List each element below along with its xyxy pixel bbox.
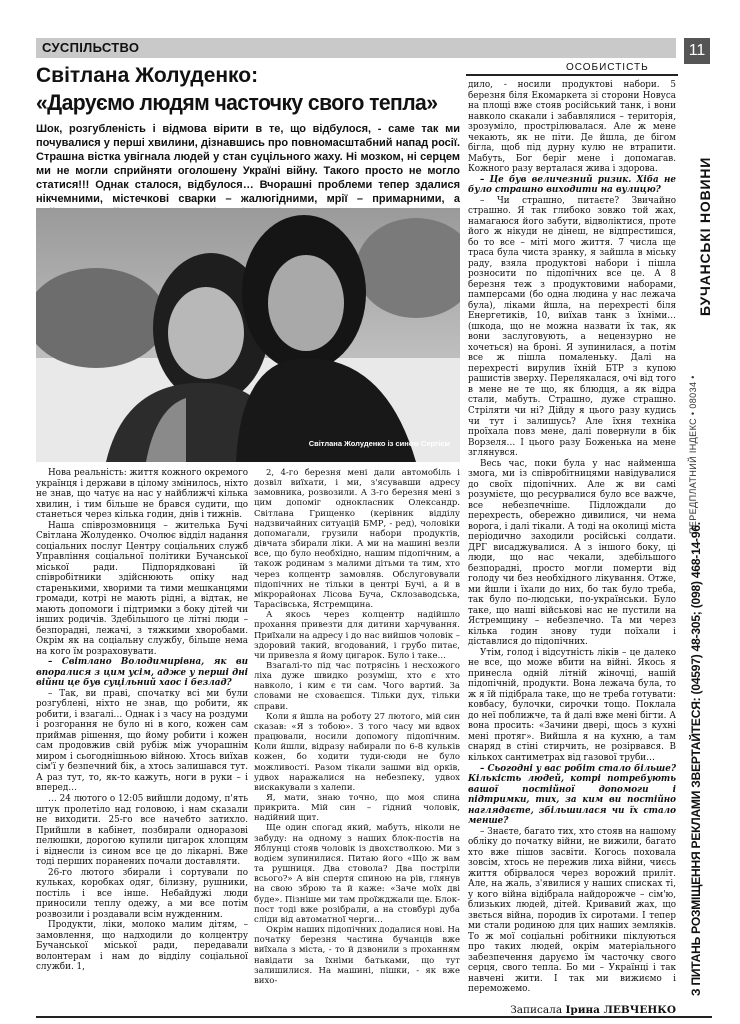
section-rule	[466, 74, 678, 76]
article-paragraph: дило, - носили продуктові набори. 5 березня біля Екомаркета зі сторони Новуса на площі вже стояв російський танк, і вони навколо скакали і забавлялися – територія, зрозуміло, прострілювалася. Але ж мене чекають, як не піти. Де йшла, де бігом бігла, щоб під дурну кулю не втрапити. Мабуть, Бог беріг мене і допомагав. Кожного разу верталася жива і здорова.	[468, 80, 676, 175]
column-3	[468, 80, 676, 995]
signature-prefix: Записала	[510, 1004, 563, 1016]
article-lead: Шок, розгубленість і відмова вірити в те, що відбулося, - саме так ми почувалися у перші хвилини, дізнавшись про повномасштабний напад росії. Страшна вістка увігнала людей у стан суцільного жаху. Ні мозком, ні серцем ми не могли сприйняти оголошену Україні війну. Такого просто не могло статися!!! Однак сталося, відбулося… Вчорашні проблеми тепер здалися нікчемними, містечкові сварки – жалюгідними, мрії – примарними, а	[36, 123, 460, 205]
article-paragraph: Окрім наших підопічних додалися нові. На початку березня частина бучанців вже виїхала з міста, - то й дзвонили з проханням навідати за їхніми батьками, що тут залишилися. На машині, пішки, - як вже вихо-	[254, 925, 460, 986]
ads-contact: З ПИТАНЬ РОЗМІЩЕННЯ РЕКЛАМИ ЗВЕРТАЙТЕСЯ: (04597) 48-305; (098) 468-14-96.	[689, 522, 703, 996]
photo-illustration	[36, 208, 460, 462]
subscription-index: ПЕРЕДПЛАТНИЙ ІНДЕКС • 08034 •	[688, 375, 698, 534]
article-paragraph: А якось через колцентр надійшло прохання привезти для дитини харчування. Приїхали на адресу і до нас вийшов чоловік – здоровий такий, вгодований, і грубо питає, чи привезла я йому цигарок. Було і таке…	[254, 610, 460, 661]
article-paragraph: – Так, ви праві, спочатку всі ми були розгублені, ніхто не знав, що робити, як робити, і взагалі… Однак і з часу на роздуми і розгорання не було ні в кого, кожен сам приймав рішення, що йому робити і кожен сам продовжив свій рубіж між учорашнім миром і сьогоднішньою війною. Хтось виїхав сім'ї у безпечний бік, а хтось залишався тут. А раз тут, то, як-то кажуть, ноги в руки – і вперед…	[36, 688, 248, 794]
article-paragraph: Я, мати, знаю точно, що моя спина прикрита. Мій син – гідний чоловік, надійний щит.	[254, 793, 460, 824]
article-headline: «Даруємо людям часточку свого тепла»	[36, 90, 438, 115]
article-photo	[36, 208, 460, 462]
masthead-title: БУЧАНСЬКІ НОВИНИ	[697, 156, 713, 316]
article-paragraph: Наша співрозмовниця – жителька Бучі Світлана Жолуденко. Очолює відділ надання соціальних послуг Центру соціальних служб Управління соціальної політики Бучанської міської ради. Підпорядковані їй співробітники здійснюють опіку над старенькими, хворими та тими мешканцями громади, котрі не мають рідні, а відтак, не мають допомоги і підтримки з боку дітей чи інших родичів. Здебільшого це літні люди – безпорадні, лежачі, з тяжкими хворобами. Окрім як на соціальну службу, більше нема на кого їм розраховувати.	[36, 520, 248, 657]
article-paragraph: 26-го лютого збирали і сортували по кульках, коробках одяг, білизну, рушники, постіль і все інше. Небайдужі люди приносили теплу одежу, а ми все потім розвозили і роздавали всім нужденним.	[36, 867, 248, 920]
article-paragraph: Взагалі-то під час потрясінь і несхожого ліха дуже швидко розуміш, хто є хто навколо, і ким є ти сам. Чого вартий. За словами не сховаєшся. Тільки дух, тільки справи.	[254, 660, 460, 712]
interview-question: – Сьогодні у вас робіт стало більше? Кількість людей, котрі потребують вашої постійної допомоги і підтримки, тих, за ким ви постійно наглядаєте, збільшилася чи їх стало менше?	[468, 763, 676, 827]
photo-caption: Світлана Жолуденко із сином Сергієм	[308, 439, 450, 448]
section-label: ОСОБИСТІСТЬ	[566, 62, 649, 73]
article-paragraph: Весь час, поки була у нас найменша змога, ми із співробітницями навідувалися до своїх підопічних. Але ж ви самі розумієте, що ресурвалися було все важче, все небезпечніше. Підлождали до перехресть, обережно дивилися, чи нема ворога, і далі тікали. А тоді на околиці міста періодично заходили російські солдати. ДРГ висаджувалися. А з іншого боку, ці люди, що нас чекали, здебільшого безпорадні, просто могли померти від голоду чи без необхідного лікування. Отже, ми йшли і їхали до них, бо так було треба, так було по-людськи, по-українськи. Було таке, що наші військові нас не пустили на Ястремщину – небезпечно. Та ми через кілька годин знову туди поїхали і діставлися до підопічних.	[468, 458, 676, 648]
page-number: 11	[684, 38, 710, 64]
article-paragraph: – Чи страшно, питаєте? Звичайно страшно. Я так глибоко зовжо той жах, намагаюся його забути, відволіктися, проте його ж нікуди не дінеш, не відпрестишся, бо то все – міті мого життя. 7 числа ще траса була чиста зранку, я зайшла в міську раду, взяла продуктові набори і пішла розносити по підопічних все це. А 8 березня теж з продуктовими наборами, памперсами (бо одна людина у нас лежача була), ліками йшла, на перехресті біля Енергетиків, 10, виїхав танк з їхніми… (шкода, що не можна назвати їх так, як вони заслуговують, а нецензурно не хочеться) на броні. Я зупинилася, а потім все ж пішла помаленьку. Далі на перехресті вирулив їхній БТР з купою рашистів зверху. Перелякалася, очі від того в мене не те що, як блюдця, а як відра стали, мабуть. Страшно, дуже страшно. Стріляти чи ні? Дійду я цього разу кудись чи тут і залишусь? Але їхня техніка проїхала повз мене, далі повернули в бік Ворзеля… І цього разу Боженька на мене зглянувся.	[468, 195, 676, 459]
article-paragraph: … 24 лютого о 12:05 вийшли додому, п'ять штук пролетіло над головою, і нам сказали не виходити. 25-го все начебто затихло. Прийшли в кабінет, позбирали одноразові пелюшки, дорогою купили цигарок хлопцям і віднесли із сином все це до лікарні. Вже тоді перших поранених почали доставляти.	[36, 793, 248, 868]
interview-question: – Це був величезний ризик. Хіба не було страшно виходити на вулицю?	[468, 174, 676, 196]
page-bottom-rule	[36, 1016, 712, 1018]
interview-question: – Світлано Володимирівна, як ви впоралися з цим усім, адже у перші дні війни це був суцільний хаос і безлад?	[36, 657, 248, 689]
rubric-bar	[36, 38, 676, 58]
article-paragraph: Ще один спогад який, мабуть, ніколи не забуду: на одному з наших блок-постів на Яблунці стояв чоловік із двохстволкою. Ми з водієм зупинилися. Питаю його «Що ж вам та рушниця. Два стовола? Два постріли всього?» А він спертя спиною на рів, глянув на свою зброю та й каже: «Заче моїх дві буде». Пізніше ми там проїжджали ще. Блок-пост тоді вже розібрали, а на стовбурі дуба сліди від автоматної черги…	[254, 823, 460, 925]
article-paragraph: 2, 4-го березня мені дали автомобіль і дозвіл виїхати, і ми, з'ясувавши адресу замовника, розвозили. А 3-го березня мені з цим допоміг однокласник Олександр. Світлана Грищенко (керівник відділу надзвичайних ситуацій БМР, - ред), чоловіки допомагали, грузили набори продуктів, дівчата збирали ліки. А ми на машині везли все, що було необхідно, нашим підопічним, а також родинам з малими дітьми та тим, хто через колцентр замовляв. Обслуговували підопічних не тільки в центрі Бучі, а й в мікрорайонах Лісова Буча, Склозаводська, Тарасівська, Ястремщина.	[254, 468, 460, 611]
sidebar-masthead	[686, 66, 712, 536]
article-paragraph: Нова реальність: життя кожного окремого українця і держави в цілому змінилось, ніхто не знав, що чатує на нас у найближчі кілька хвилин, і тим більше не брався судити, що станеться через кілька годин, днів і тижнів.	[36, 468, 248, 521]
article-paragraph: Продукти, ліки, молоко малим дітям, – замовлення, що надходили до колцентру Бучанської міської ради, передавали волонтерам і нам до відділу соціальної служби. 1,	[36, 920, 248, 973]
column-2	[254, 468, 460, 986]
column-1	[36, 468, 248, 973]
article-paragraph: Утім, голод і відсутність ліків – це далеко не все, що може вбити на війні. Якось я принесла одній літній жіночці, нашій підопічній, продукти. Вона лежача була, то ж я їй підібрала таке, що не треба готувати: ковбасу, булочки, сирочки тощо. Поклала до неї поближче, та й далі вже мені бігти. А вона просить: «Зачини двері, щось з кухні мені протяг». Вийшла я на кухню, а там снаряд в стіні стирчить, не розірвався. В кількох сантиметрах від газової труби…	[468, 647, 676, 763]
article-paragraph: – Знаєте, багато тих, хто стояв на нашому обліку до початку війни, не вижили, багато хто вже пішов засвіти. Когось поховала зовсім, хтось не пережив лиха війни, чиєсь життя обірвалося через ворожий приліт. Але, на жаль, з'явилися у наших списках ті, у кого війна відібрала найдорожче – сім'ю, близьких людей, дітей. Кривавий жах, що звється війна, породив їх сиротами. І тепер ми стали родиною для цих наших земляків. То ж мої соціальні робітники піклуються про таких людей, окрім матеріального забезпечення даруємо їм часточку свого серця, свого тепла. Бо ми – Українці і так навчені жити. І так ми вижиємо і переможемо.	[468, 826, 676, 995]
rubric-label: СУСПІЛЬСТВО	[42, 40, 140, 55]
sidebar-ads	[686, 522, 712, 996]
article-name: Світлана Жолуденко:	[36, 64, 259, 87]
article-paragraph: Коли я йшла на роботу 27 лютого, мій син сказав: «Я з тобою». З того часу ми вдвох працювали, носили допомогу підопічним. Коли йшли, відразу набирали по 6-8 кульків кожен, бо ходити туди-сюди не було можливості. Разом тікали зашми від орків, удвох наражалися на небезпеку, удвох вискакували з халепи.	[254, 711, 460, 793]
signature-author: Ірина ЛЕВЧЕНКО	[565, 1004, 676, 1016]
article-signature	[510, 1004, 676, 1016]
